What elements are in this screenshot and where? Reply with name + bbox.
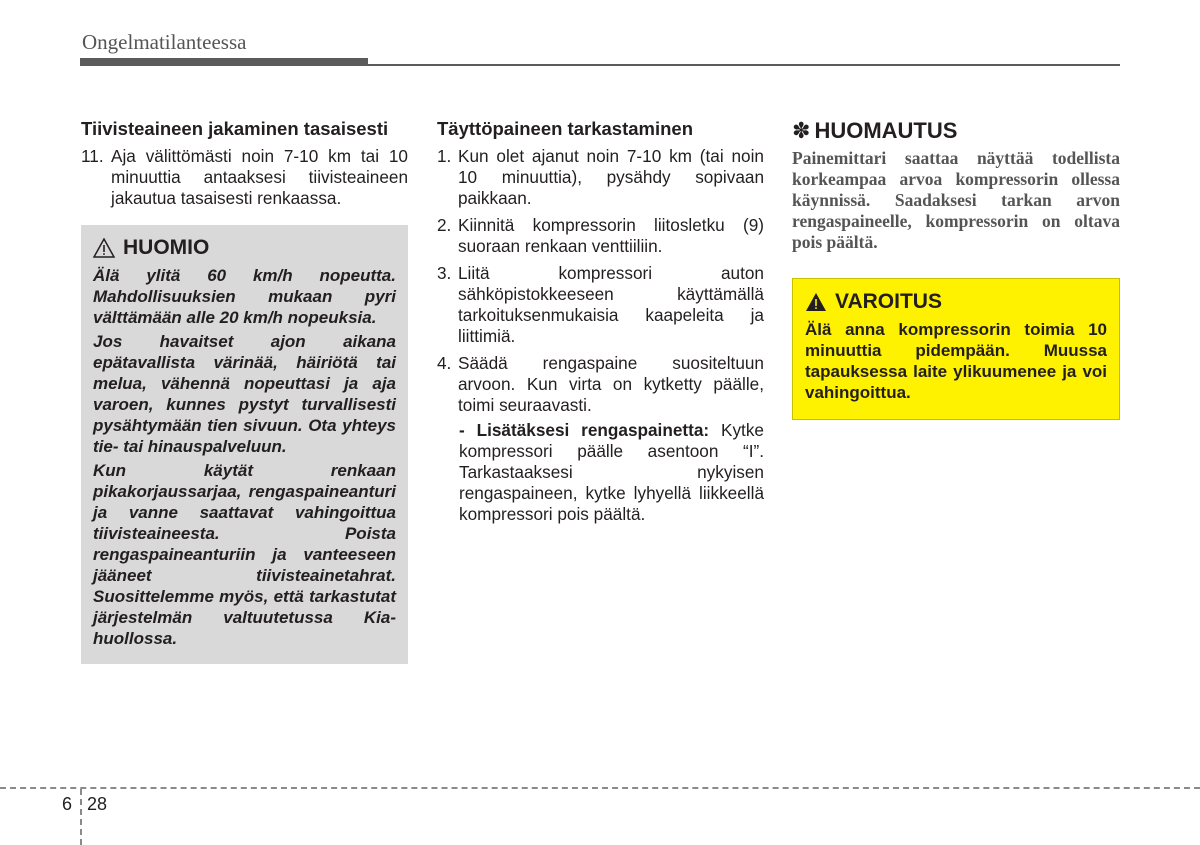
column-middle	[437, 118, 764, 525]
substep-label: - Lisätäksesi rengaspainetta:	[459, 420, 710, 440]
substep	[459, 420, 764, 525]
footer-divider	[80, 789, 82, 845]
step-number: 2.	[437, 215, 452, 235]
caution-box	[81, 225, 408, 664]
warning-triangle-icon	[805, 292, 827, 312]
footer-rule	[0, 787, 1200, 789]
list-item	[437, 353, 764, 416]
caution-paragraph: Jos havaitset ajon aikana epätavallista värinää, häiriötä tai melua, vähennä nopeuttasi ja aja varoen, kunnes pystyt turvallisesti pysähtymään tien sivuun. Ota yhteys tie- tai hinauspalveluun.	[93, 332, 396, 456]
step-text: Kun olet ajanut noin 7-10 km (tai noin 10 minuuttia), pysähdy sopivaan paikkaan.	[458, 146, 764, 208]
list-item	[437, 215, 764, 257]
step-number: 4.	[437, 353, 452, 373]
substep-text: Kytke kompressori päälle asentoon “I”. Tarkastaaksesi nykyisen rengaspaineen, kytke lyhyellä liikkeellä kompressori pois päältä.	[459, 420, 764, 524]
step-text: Kiinnitä kompressorin liitosletku (9) suoraan renkaan venttiiliin.	[458, 215, 764, 256]
step-number: 1.	[437, 146, 452, 166]
caution-title-text: HUOMIO	[123, 236, 210, 259]
section-title: Ongelmatilanteessa	[82, 30, 247, 54]
header-bar	[80, 58, 368, 66]
step-text: Aja välittömästi noin 7-10 km tai 10 minuuttia antaaksesi tiivisteaineen jakautua tasaisesti renkaassa.	[111, 146, 408, 208]
note-text: Painemittari saattaa näyttää todellista korkeampaa arvoa kompressorin ollessa käynnissä. Saadaksesi tarkan arvon rengaspaineelle, kompressorin on oltava pois päältä.	[792, 148, 1120, 252]
list-item	[81, 146, 408, 209]
caution-paragraph: Älä ylitä 60 km/h nopeutta. Mahdollisuuksien mukaan pyri välttämään alle 20 km/h nopeuksia.	[93, 266, 396, 327]
caution-title	[93, 235, 396, 261]
note-star-icon: ✽	[792, 118, 811, 143]
caution-triangle-icon	[93, 238, 115, 258]
warning-title-text: VAROITUS	[835, 290, 942, 313]
section-heading-pressure: Täyttöpaineen tarkastaminen	[437, 118, 693, 139]
section-heading-sealant: Tiivisteaineen jakaminen tasaisesti	[81, 118, 389, 139]
page-number: 28	[87, 794, 108, 814]
column-right	[792, 118, 1120, 253]
note-title-text: HUOMAUTUS	[814, 118, 958, 143]
note-title	[792, 118, 1120, 144]
warning-title	[805, 289, 1107, 315]
warning-box	[792, 278, 1120, 420]
header-rule	[368, 64, 1120, 66]
list-item	[437, 263, 764, 347]
chapter-number: 6	[62, 794, 73, 814]
warning-text: Älä anna kompressorin toimia 10 minuuttia pidempään. Muussa tapauksessa laite ylikuumenee ja voi vahingoittua.	[805, 320, 1107, 402]
list-item	[437, 146, 764, 209]
step-number: 11.	[81, 146, 104, 166]
column-left	[81, 118, 408, 664]
step-text: Liitä kompressori auton sähköpistokkeeseen käyttämällä tarkoituksenmukaisia kaapeleita ja liittimiä.	[458, 263, 764, 346]
step-number: 3.	[437, 263, 452, 283]
step-text: Säädä rengaspaine suositeltuun arvoon. Kun virta on kytketty päälle, toimi seuraavasti.	[458, 353, 764, 415]
caution-paragraph: Kun käytät renkaan pikakorjaussarjaa, rengaspaineanturi ja vanne saattavat vahingoittua tiivisteaineesta. Poista rengaspaineanturiin ja vanteeseen jääneet tiivisteainetahrat. Suosittelemme myös, että tarkastutat järjestelmän valtuutetussa Kia-huollossa.	[93, 461, 396, 648]
